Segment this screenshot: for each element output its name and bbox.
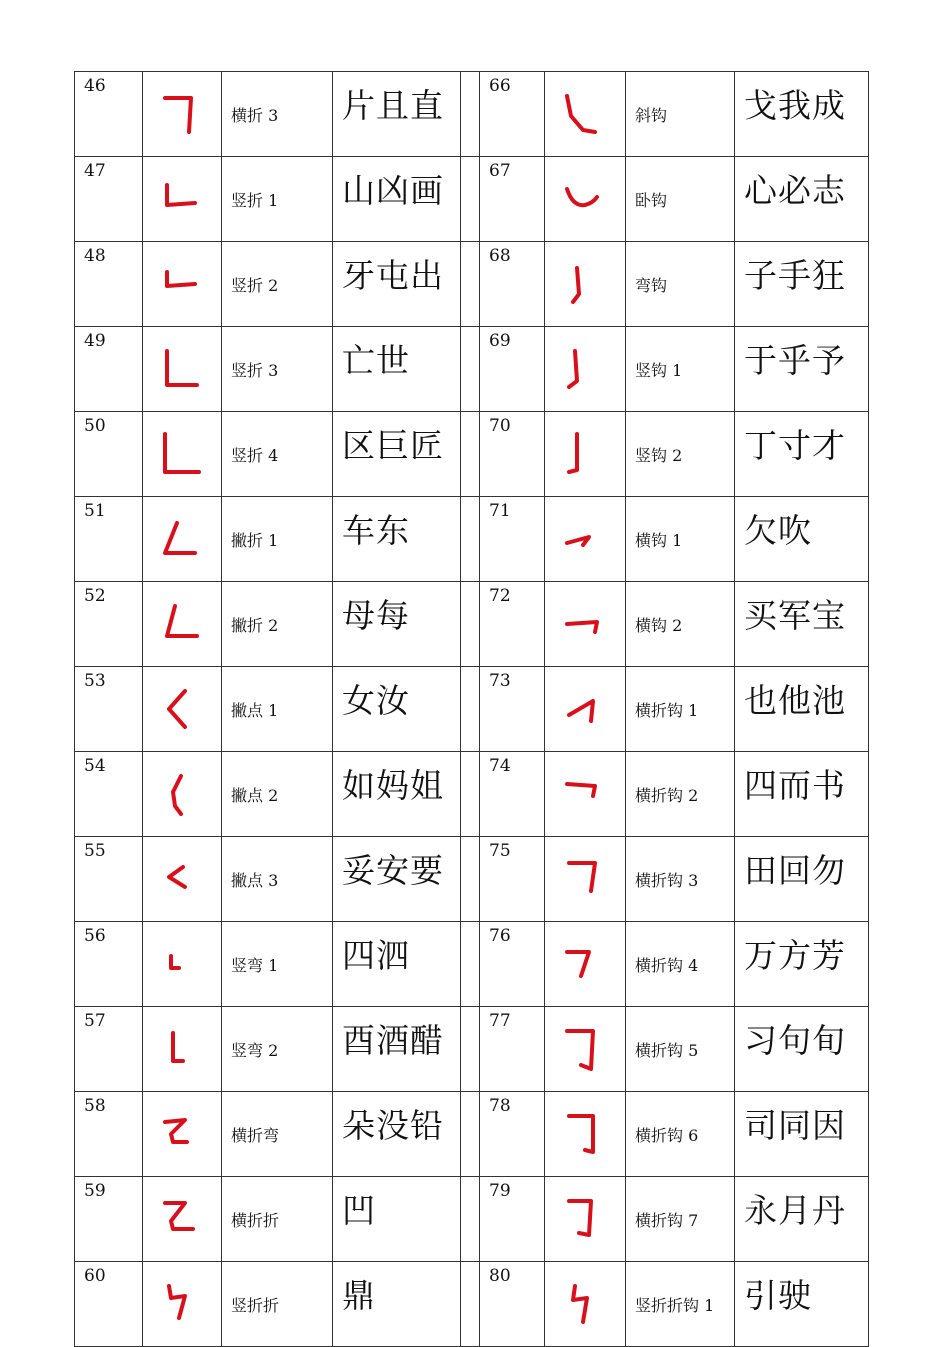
column-gap <box>461 497 480 582</box>
pie-dian-icon <box>151 687 211 731</box>
stroke-number: 69 <box>480 327 545 412</box>
stroke-name: 横折弯 <box>222 1092 333 1177</box>
stroke-number: 52 <box>75 582 143 667</box>
stroke-name: 竖折 4 <box>222 412 333 497</box>
table-row <box>75 837 869 922</box>
wan-gou-icon <box>553 262 613 306</box>
stroke-number: 55 <box>75 837 143 922</box>
stroke-name: 竖钩 2 <box>626 412 735 497</box>
heng-zhe-wan-icon <box>151 1112 211 1156</box>
stroke-name: 竖折折 <box>222 1262 333 1347</box>
stroke-name: 撇点 1 <box>222 667 333 752</box>
column-gap <box>461 837 480 922</box>
heng-zhe-gou-icon <box>553 1027 613 1071</box>
heng-zhe-gou-icon <box>553 1112 613 1156</box>
example-characters: 四泗 <box>333 922 461 1007</box>
example-characters: 牙屯出 <box>333 242 461 327</box>
stroke-number: 68 <box>480 242 545 327</box>
column-gap <box>461 242 480 327</box>
column-gap <box>461 1007 480 1092</box>
table-row <box>75 1092 869 1177</box>
stroke-name: 横折钩 7 <box>626 1177 735 1262</box>
table-row <box>75 72 869 157</box>
shu-gou-icon <box>553 432 613 476</box>
example-characters: 四而书 <box>735 752 869 837</box>
stroke-name: 斜钩 <box>626 72 735 157</box>
stroke-name: 横折钩 4 <box>626 922 735 1007</box>
example-characters: 心必志 <box>735 157 869 242</box>
table-row <box>75 327 869 412</box>
heng-gou-icon <box>553 517 613 561</box>
stroke-number: 49 <box>75 327 143 412</box>
heng-zhe-icon <box>151 92 211 136</box>
stroke-number: 51 <box>75 497 143 582</box>
stroke-name: 竖弯 2 <box>222 1007 333 1092</box>
column-gap <box>461 412 480 497</box>
example-characters: 戈我成 <box>735 72 869 157</box>
stroke-number: 66 <box>480 72 545 157</box>
stroke-number: 76 <box>480 922 545 1007</box>
stroke-name: 竖弯 1 <box>222 922 333 1007</box>
pie-dian-icon <box>151 772 211 816</box>
shu-wan-icon <box>151 1027 211 1071</box>
example-characters: 亡世 <box>333 327 461 412</box>
stroke-number: 67 <box>480 157 545 242</box>
wo-gou-icon <box>553 177 613 221</box>
stroke-number: 74 <box>480 752 545 837</box>
xie-gou-icon <box>553 92 613 136</box>
stroke-number: 75 <box>480 837 545 922</box>
shu-gou-icon <box>553 347 613 391</box>
stroke-name: 横折钩 6 <box>626 1092 735 1177</box>
heng-zhe-gou-icon <box>553 942 613 986</box>
example-characters: 丁寸才 <box>735 412 869 497</box>
stroke-number: 72 <box>480 582 545 667</box>
column-gap <box>461 667 480 752</box>
stroke-name: 竖折 2 <box>222 242 333 327</box>
table-row <box>75 922 869 1007</box>
table-row <box>75 1177 869 1262</box>
stroke-number: 54 <box>75 752 143 837</box>
stroke-number: 47 <box>75 157 143 242</box>
stroke-name: 撇折 2 <box>222 582 333 667</box>
example-characters: 凹 <box>333 1177 461 1262</box>
column-gap <box>461 922 480 1007</box>
example-characters: 习句旬 <box>735 1007 869 1092</box>
stroke-number: 80 <box>480 1262 545 1347</box>
shu-zhe-zhe-gou-icon <box>553 1282 613 1326</box>
example-characters: 如妈姐 <box>333 752 461 837</box>
example-characters: 女汝 <box>333 667 461 752</box>
heng-zhe-gou-icon <box>553 772 613 816</box>
stroke-number: 56 <box>75 922 143 1007</box>
example-characters: 母每 <box>333 582 461 667</box>
example-characters: 也他池 <box>735 667 869 752</box>
example-characters: 车东 <box>333 497 461 582</box>
stroke-name: 横钩 1 <box>626 497 735 582</box>
stroke-name: 横折钩 5 <box>626 1007 735 1092</box>
pie-zhe-icon <box>151 517 211 561</box>
column-gap <box>461 1092 480 1177</box>
shu-zhe-icon <box>151 177 211 221</box>
stroke-number: 78 <box>480 1092 545 1177</box>
example-characters: 于乎予 <box>735 327 869 412</box>
stroke-name: 横折钩 3 <box>626 837 735 922</box>
stroke-number: 79 <box>480 1177 545 1262</box>
stroke-number: 46 <box>75 72 143 157</box>
example-characters: 司同因 <box>735 1092 869 1177</box>
column-gap <box>461 157 480 242</box>
stroke-number: 60 <box>75 1262 143 1347</box>
column-gap <box>461 1177 480 1262</box>
stroke-number: 77 <box>480 1007 545 1092</box>
stroke-number: 48 <box>75 242 143 327</box>
heng-zhe-zhe-icon <box>151 1197 211 1241</box>
table-row <box>75 412 869 497</box>
stroke-name: 竖折 3 <box>222 327 333 412</box>
column-gap <box>461 1262 480 1347</box>
example-characters: 田回勿 <box>735 837 869 922</box>
stroke-number: 50 <box>75 412 143 497</box>
stroke-name: 竖折 1 <box>222 157 333 242</box>
stroke-name: 卧钩 <box>626 157 735 242</box>
pie-dian-icon <box>151 857 211 901</box>
stroke-name: 横折钩 2 <box>626 752 735 837</box>
shu-zhe-icon <box>151 262 211 306</box>
example-characters: 片且直 <box>333 72 461 157</box>
column-gap <box>461 72 480 157</box>
table-row <box>75 1262 869 1347</box>
stroke-name: 撇点 2 <box>222 752 333 837</box>
stroke-name: 撇点 3 <box>222 837 333 922</box>
table-row <box>75 157 869 242</box>
stroke-name: 弯钩 <box>626 242 735 327</box>
table-row <box>75 1007 869 1092</box>
example-characters: 子手狂 <box>735 242 869 327</box>
stroke-number: 59 <box>75 1177 143 1262</box>
column-gap <box>461 752 480 837</box>
example-characters: 鼎 <box>333 1262 461 1347</box>
example-characters: 买军宝 <box>735 582 869 667</box>
stroke-name: 横折折 <box>222 1177 333 1262</box>
table-row <box>75 582 869 667</box>
column-gap <box>461 327 480 412</box>
pie-zhe-icon <box>151 602 211 646</box>
shu-zhe-zhe-icon <box>151 1282 211 1326</box>
stroke-name: 横钩 2 <box>626 582 735 667</box>
column-gap <box>461 582 480 667</box>
stroke-name: 横折 3 <box>222 72 333 157</box>
stroke-name: 横折钩 1 <box>626 667 735 752</box>
stroke-number: 73 <box>480 667 545 752</box>
table-row <box>75 667 869 752</box>
example-characters: 区巨匠 <box>333 412 461 497</box>
heng-zhe-gou-icon <box>553 687 613 731</box>
heng-zhe-gou-icon <box>553 1197 613 1241</box>
shu-wan-icon <box>151 942 211 986</box>
stroke-number: 53 <box>75 667 143 752</box>
stroke-name: 撇折 1 <box>222 497 333 582</box>
example-characters: 永月丹 <box>735 1177 869 1262</box>
stroke-number: 70 <box>480 412 545 497</box>
table-row <box>75 242 869 327</box>
example-characters: 万方芳 <box>735 922 869 1007</box>
example-characters: 山凶画 <box>333 157 461 242</box>
example-characters: 欠吹 <box>735 497 869 582</box>
stroke-number: 58 <box>75 1092 143 1177</box>
table-row <box>75 497 869 582</box>
example-characters: 妥安要 <box>333 837 461 922</box>
stroke-table <box>74 71 869 1347</box>
heng-zhe-gou-icon <box>553 857 613 901</box>
shu-zhe-icon <box>151 347 211 391</box>
example-characters: 朵没铅 <box>333 1092 461 1177</box>
stroke-number: 71 <box>480 497 545 582</box>
stroke-name: 竖折折钩 1 <box>626 1262 735 1347</box>
example-characters: 酉酒醋 <box>333 1007 461 1092</box>
shu-zhe-icon <box>151 432 211 476</box>
example-characters: 引驶 <box>735 1262 869 1347</box>
table-row <box>75 752 869 837</box>
heng-gou-icon <box>553 602 613 646</box>
stroke-number: 57 <box>75 1007 143 1092</box>
stroke-name: 竖钩 1 <box>626 327 735 412</box>
